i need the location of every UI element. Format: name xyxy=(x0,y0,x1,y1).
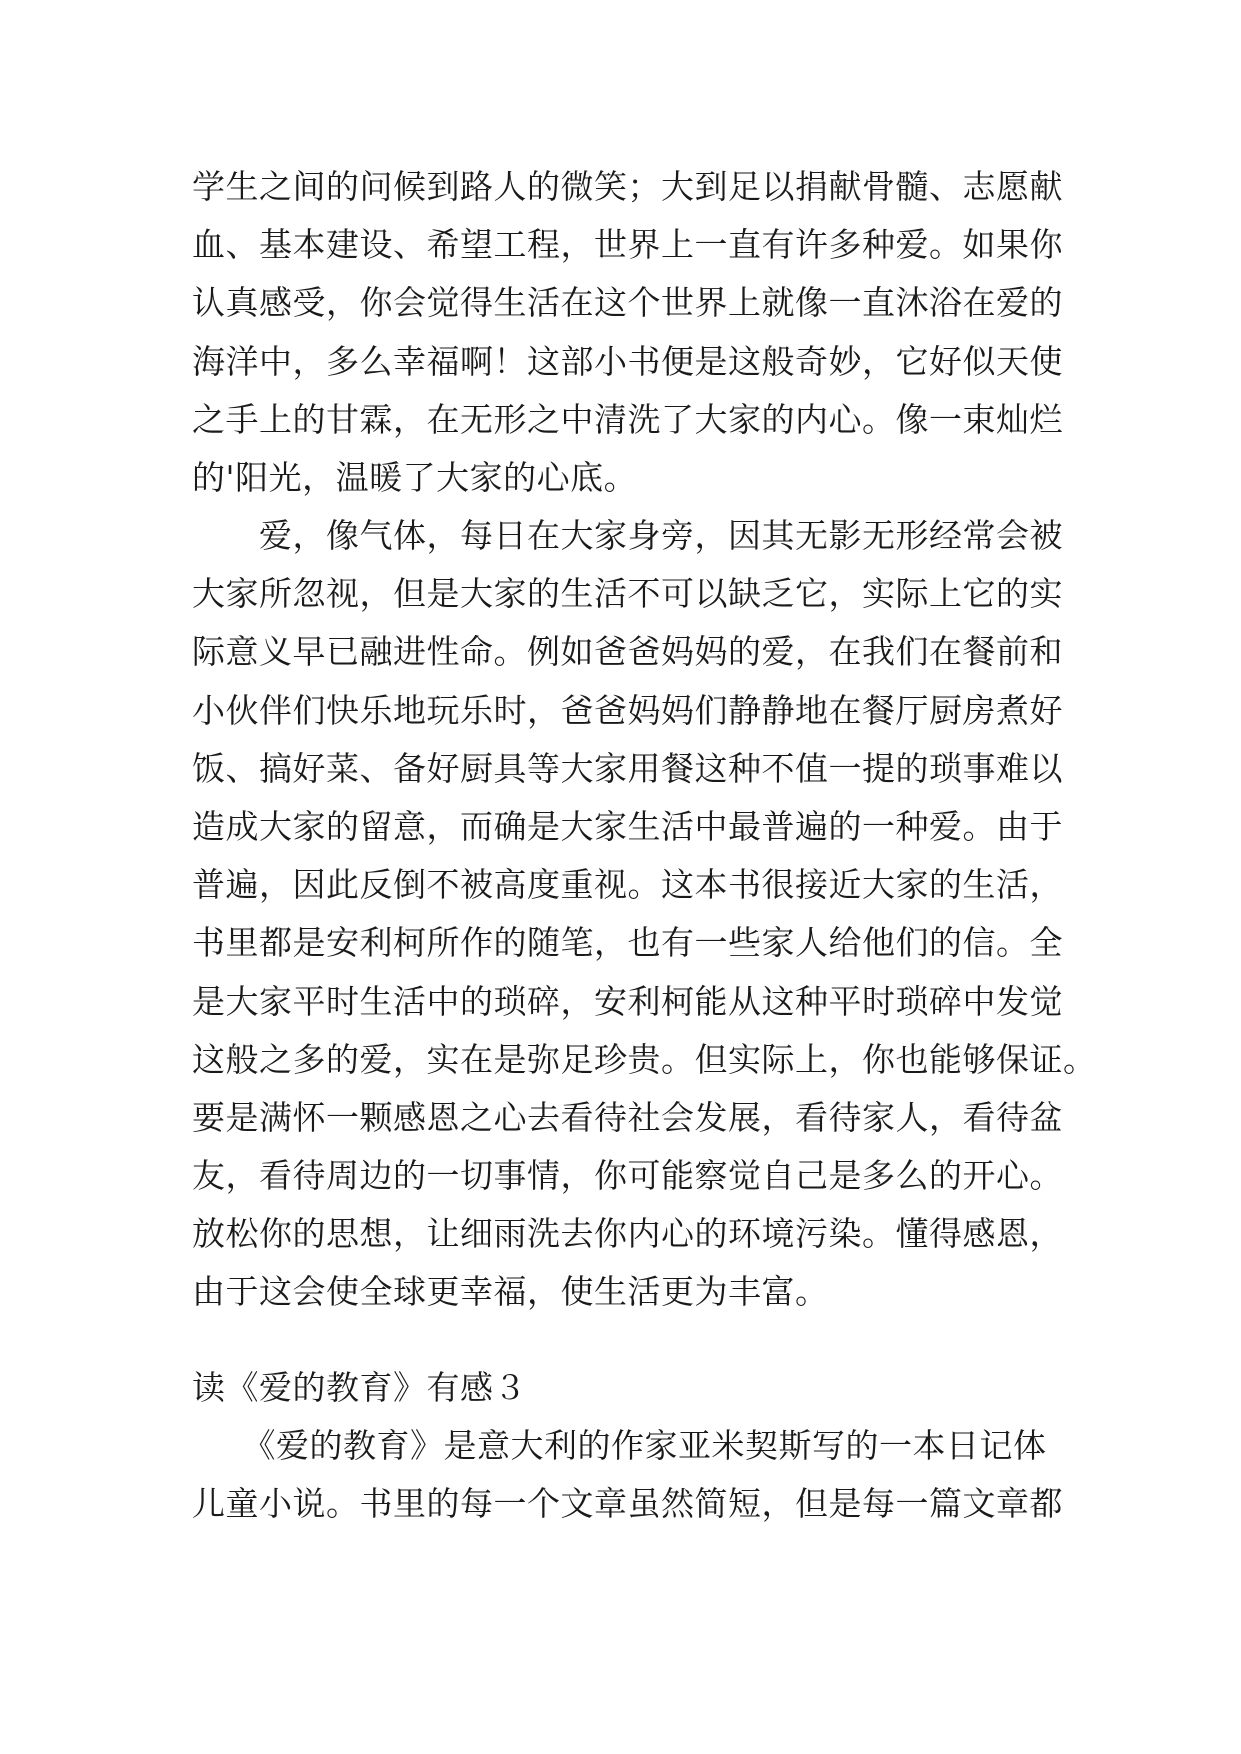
paragraph-3-line: 儿童小说。书里的每一个文章虽然简短，但是每一篇文章都 xyxy=(192,1484,1063,1524)
paragraph-2-line: 由于这会使全球更幸福，使生活更为丰富。 xyxy=(192,1272,829,1312)
paragraph-2-line: 是大家平时生活中的琐碎，安利柯能从这种平时琐碎中发觉 xyxy=(192,981,1063,1021)
paragraph-2-line: 造成大家的留意，而确是大家生活中最普遍的一种爱。由于 xyxy=(192,806,1063,846)
paragraph-2-line: 饭、搞好菜、备好厨具等大家用餐这种不值一提的琐事难以 xyxy=(192,748,1063,788)
paragraph-1-line: 学生之间的问候到路人的微笑；大到足以捐献骨髓、志愿献 xyxy=(192,167,1063,206)
paragraph-3-line: 《爱的教育》是意大利的作家亚米契斯写的一本日记体 xyxy=(192,1426,1047,1465)
paragraph-2-line: 际意义早已融进性命。例如爸爸妈妈的爱，在我们在餐前和 xyxy=(192,632,1063,672)
paragraph-1-line: 海洋中，多么幸福啊！这部小书便是这般奇妙，它好似天使 xyxy=(192,341,1063,381)
paragraph-1 xyxy=(192,158,1072,507)
paragraph-2-line: 小伙伴们快乐地玩乐时，爸爸妈妈们静静地在餐厅厨房煮好 xyxy=(192,690,1063,730)
section-heading-text: 读《爱的教育》有感３ xyxy=(192,1368,527,1407)
paragraph-2 xyxy=(192,507,1097,1322)
paragraph-1-line: 之手上的甘霖，在无形之中清洗了大家的内心。像一束灿烂 xyxy=(192,399,1063,439)
paragraph-2-line: 爱，像气体，每日在大家身旁，因其无影无形经常会被 xyxy=(192,516,1063,555)
paragraph-2-line: 放松你的思想，让细雨洗去你内心的环境污染。懂得感恩， xyxy=(192,1214,1063,1254)
paragraph-2-line: 友，看待周边的一切事情，你可能察觉自己是多么的开心。 xyxy=(192,1156,1063,1196)
section-heading xyxy=(192,1359,1072,1417)
paragraph-1-line: 认真感受，你会觉得生活在这个世界上就像一直沐浴在爱的 xyxy=(192,283,1063,323)
paragraph-1-line: 的'阳光，温暖了大家的心底。 xyxy=(192,457,638,497)
paragraph-2-line: 大家所忽视，但是大家的生活不可以缺乏它，实际上它的实 xyxy=(192,574,1063,614)
paragraph-2-line: 书里都是安利柯所作的随笔，也有一些家人给他们的信。全 xyxy=(192,923,1063,963)
paragraph-2-line: 要是满怀一颗感恩之心去看待社会发展，看待家人，看待盆 xyxy=(192,1097,1063,1137)
paragraph-3 xyxy=(192,1417,1072,1533)
paragraph-1-line: 血、基本建设、希望工程，世界上一直有许多种爱。如果你 xyxy=(192,225,1063,265)
paragraph-2-line: 普遍，因此反倒不被高度重视。这本书很接近大家的生活， xyxy=(192,865,1063,905)
paragraph-2-line: 这般之多的爱，实在是弥足珍贵。但实际上，你也能够保证。 xyxy=(192,1039,1097,1079)
